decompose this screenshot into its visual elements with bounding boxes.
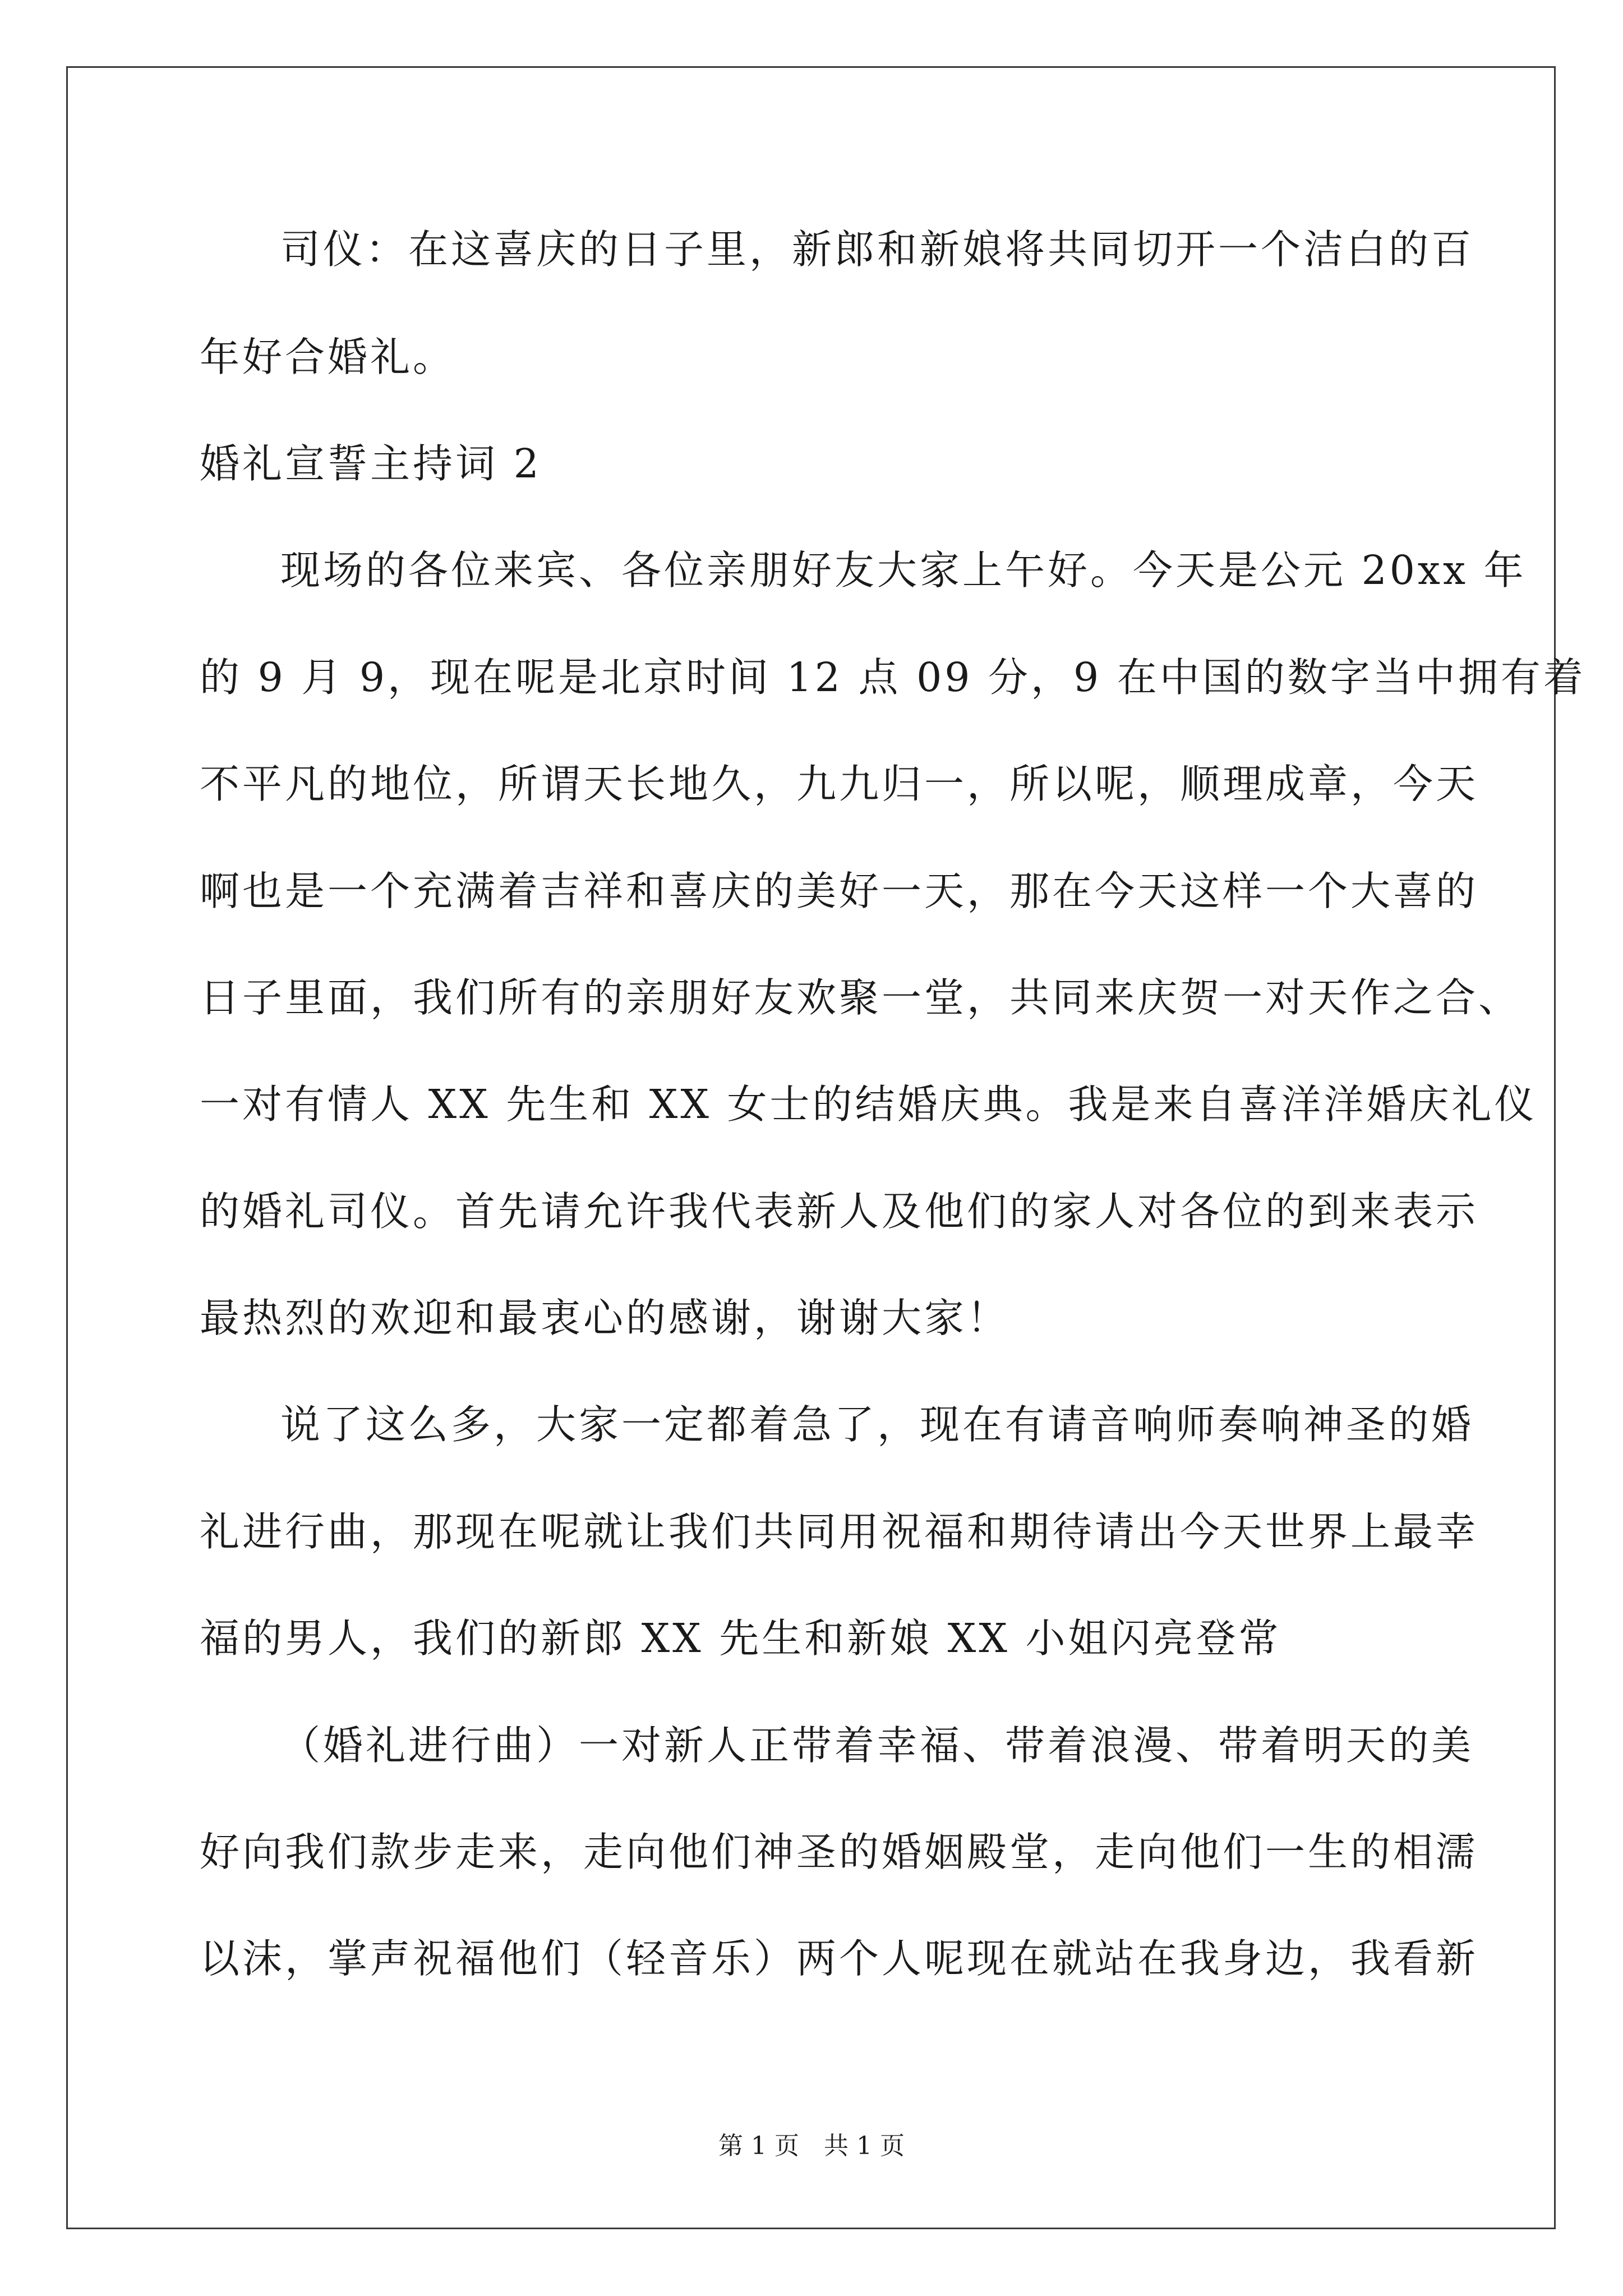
page-number: 第 1 页 共 1 页 [718,2132,905,2160]
paragraph-line: 日子里面，我们所有的亲朋好友欢聚一堂，共同来庆贺一对天作之合、 [200,974,1521,1021]
paragraph-line: 啊也是一个充满着吉祥和喜庆的美好一天，那在今天这样一个大喜的 [200,868,1479,914]
paragraph-line: 年好合婚礼。 [200,334,456,380]
paragraph-line: 好向我们款步走来，走向他们神圣的婚姻殿堂，走向他们一生的相濡 [200,1829,1479,1875]
paragraph-line: 说了这么多，大家一定都着急了，现在有请音响师奏响神圣的婚 [280,1401,1474,1448]
paragraph-line: 的 9 月 9，现在呢是北京时间 12 点 09 分，9 在中国的数字当中拥有着 [200,654,1586,701]
page-border [66,66,1556,2229]
paragraph-line: 最热烈的欢迎和最衷心的感谢，谢谢大家！ [200,1295,1010,1341]
section-heading: 婚礼宣誓主持词 2 [200,440,542,487]
paragraph-line: 一对有情人 XX 先生和 XX 女士的结婚庆典。我是来自喜洋洋婚庆礼仪 [200,1081,1537,1128]
paragraph-line: 福的男人，我们的新郎 XX 先生和新娘 XX 小姐闪亮登常 [200,1615,1281,1662]
paragraph-line: 现场的各位来宾、各位亲朋好友大家上午好。今天是公元 20xx 年 [280,547,1527,593]
paragraph-line: （婚礼进行曲）一对新人正带着幸福、带着浪漫、带着明天的美 [280,1722,1474,1769]
paragraph-line: 司仪：在这喜庆的日子里，新郎和新娘将共同切开一个洁白的百 [280,226,1474,273]
paragraph-line: 不平凡的地位，所谓天长地久，九九归一，所以呢，顺理成章，今天 [200,761,1479,807]
paragraph-line: 以沫，掌声祝福他们（轻音乐）两个人呢现在就站在我身边，我看新 [200,1935,1479,1982]
paragraph-line: 的婚礼司仪。首先请允许我代表新人及他们的家人对各位的到来表示 [200,1188,1479,1235]
paragraph-line: 礼进行曲，那现在呢就让我们共同用祝福和期待请出今天世界上最幸 [200,1508,1479,1555]
